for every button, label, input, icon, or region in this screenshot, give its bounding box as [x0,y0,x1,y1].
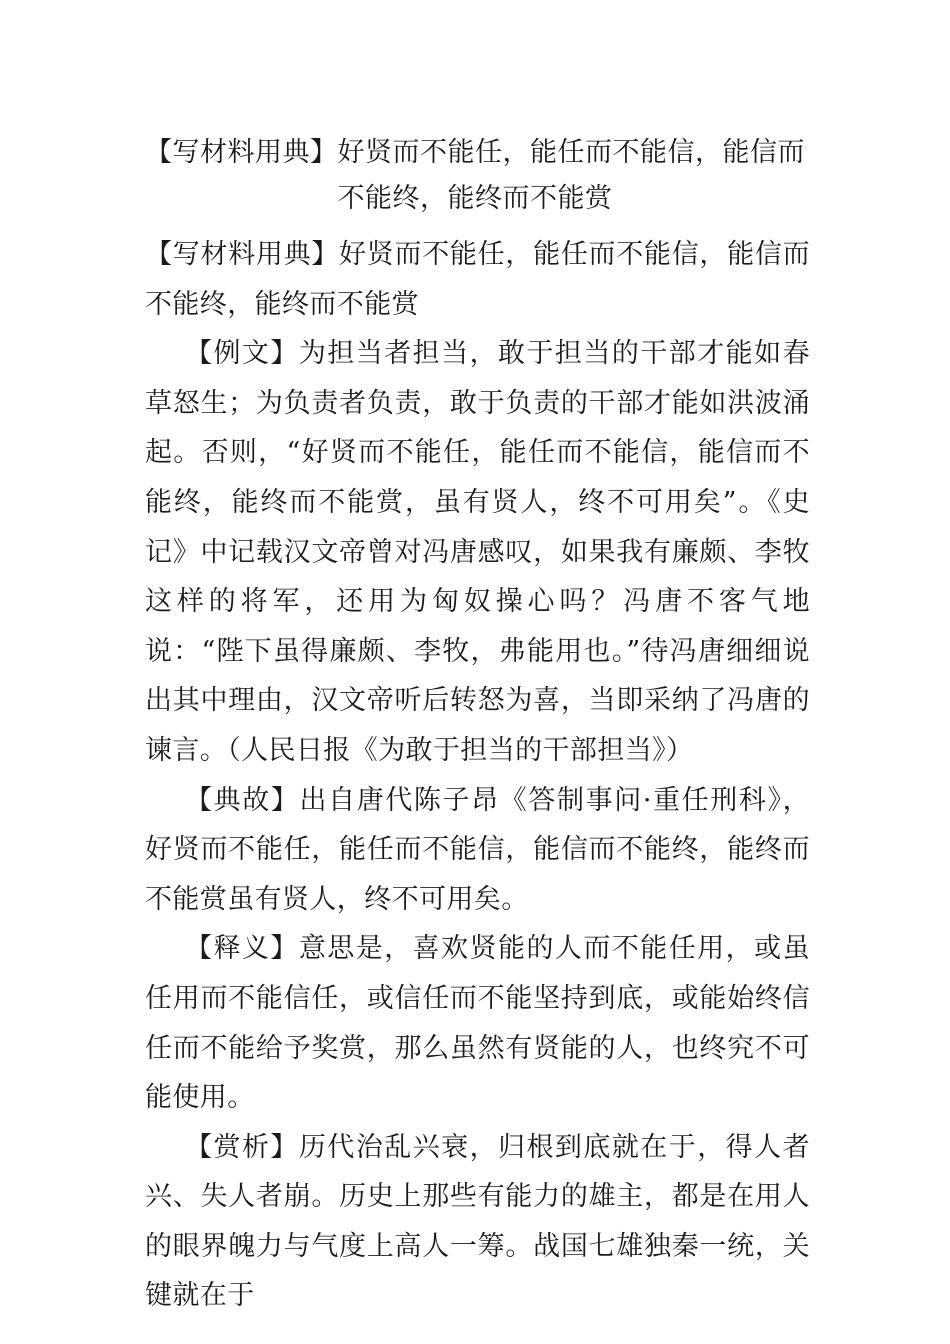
heading-paragraph: 【写材料用典】好贤而不能任，能任而不能信，能信而不能终，能终而不能赏 [145,239,810,320]
document-body [145,230,810,1321]
appreciation-paragraph: 【赏析】历代治乱兴衰，归根到底就在于，得人者兴、失人者崩。历史上那些有能力的雄主，都是在用人的眼界魄力与气度上高人一筹。战国七雄独秦一统，关键就在于 [145,1131,810,1312]
document-title: 【写材料用典】好贤而不能任，能任而不能信，能信而不能终，能终而不能赏 [145,137,805,214]
interpretation-paragraph: 【释义】意思是，喜欢贤能的人而不能任用，或虽任用而不能信任，或信任而不能坚持到底，或能始终信任而不能给予奖赏，那么虽然有贤能的人，也终究不可能使用。 [145,933,810,1114]
example-paragraph: 【例文】为担当者担当，敢于担当的干部才能如春草怒生；为负责者负责，敢于负责的干部才能如洪波涌起。否则，“好贤而不能任，能任而不能信，能信而不能终，能终而不能赏，虽有贤人，终不可用矣”。《史记》中记载汉文帝曾对冯唐感叹，如果我有廉颇、李牧这样的将军，还用为匈奴操心吗？冯唐不客气地说：“陛下虽得廉颇、李牧，弗能用也。”待冯唐细细说出其中理由，汉文帝听后转怒为喜，当即采纳了冯唐的谏言。（人民日报《为敢于担当的干部担当》） [145,338,810,766]
allusion-paragraph: 【典故】出自唐代陈子昂《答制事问·重任刑科》，好贤而不能任，能任而不能信，能信而不能终，能终而不能赏虽有贤人，终不可用矣。 [145,784,810,915]
